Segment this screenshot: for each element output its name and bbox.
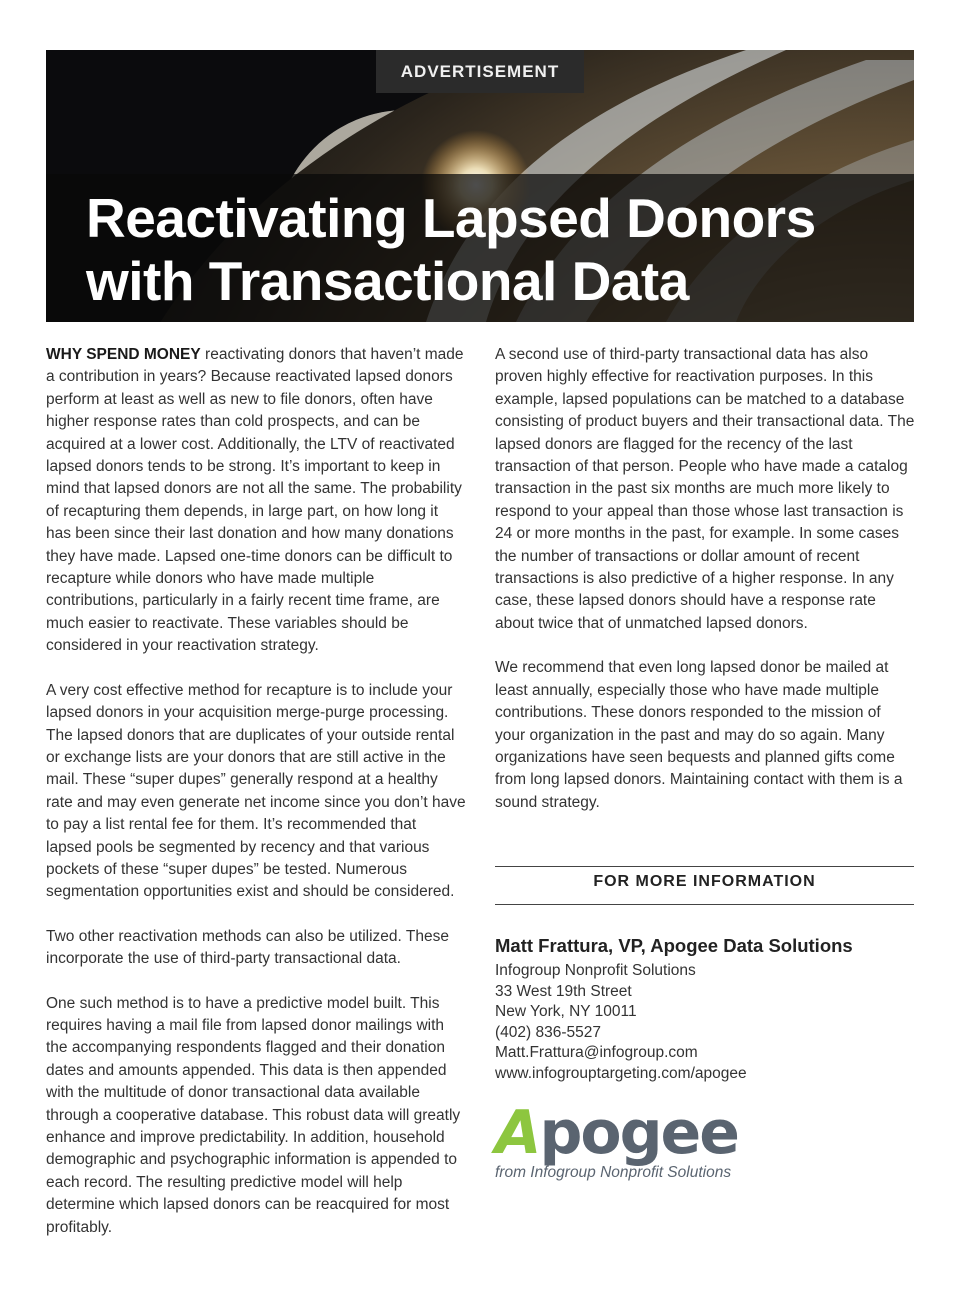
right-column <box>495 344 915 836</box>
contact-phone: (402) 836-5527 <box>495 1023 601 1041</box>
paragraph-6: We recommend that even long lapsed donor be mailed at least annually, especially those who have made multiple contributions. These donors responded to the mission of your organization in the past and may do so again. Many organizations have seen bequests and planned gifts come from long lapsed donors. Maintaining contact with them is a sound strategy. <box>495 659 903 811</box>
info-heading: FOR MORE INFORMATION <box>593 873 816 890</box>
contact-company: Infogroup Nonprofit Solutions <box>495 962 696 979</box>
contact-website[interactable]: www.infogrouptargeting.com/apogee <box>495 1064 747 1082</box>
contact-city: New York, NY 10011 <box>495 1003 637 1021</box>
logo-initial: A <box>495 1098 540 1168</box>
paragraph-4: One such method is to have a predictive model built. This requires having a mail file from lapsed donor mailings with the accompanying respondents flagged and their donation dates and amounts appended. This data is then appended with the multitude of donor transactional data available through a cooperative database. This robust data will greatly enhance and improve predictability. In addition, household demographic and psychographic information is appended to each record. The resulting predictive model will help determine which lapsed donors can be reacquired for most profitably. <box>46 994 461 1236</box>
apogee-logo <box>495 1098 738 1182</box>
logo-wordmark <box>495 1098 738 1168</box>
info-divider-top <box>495 866 914 867</box>
paragraph-1 <box>46 344 466 658</box>
paragraph-2: A very cost effective method for recapture is to include your lapsed donors in your acquisition merge-purge processing. The lapsed donors that are duplicates of your outside rental or exchange lists are your donors that are still active in the mail. These “super dupes” generally respond at a healthy rate and may even generate net income since you don’t have to pay a list rental fee for them. It’s recommended that lapsed pools be segmented by recency and that various pockets of these “super dupes” be tested. Numerous segmentation opportunities exist and should be considered. <box>46 681 466 901</box>
contact-block <box>495 935 915 1085</box>
lead-in: WHY SPEND MONEY <box>46 346 201 363</box>
info-divider-bottom <box>495 904 914 905</box>
contact-email[interactable]: Matt.Frattura@infogroup.com <box>495 1044 698 1062</box>
advertisement-label: ADVERTISEMENT <box>376 50 584 93</box>
logo-rest: pogee <box>539 1098 738 1168</box>
hero-banner <box>46 50 914 322</box>
left-column <box>46 344 466 1261</box>
title-line-2: with Transactional Data <box>86 250 689 312</box>
contact-street: 33 West 19th Street <box>495 982 632 1000</box>
contact-name: Matt Frattura, VP, Apogee Data Solutions <box>495 935 853 956</box>
paragraph-5: A second use of third-party transactional data has also proven highly effective for reactivation purposes. In this example, lapsed populations can be matched to a database consisting of product buyers and their transactional data. The lapsed donors are flagged for the recency of the last transaction of that person. People who have made a catalog transaction in the past six months are much more likely to respond to your appeal than those whose last transaction is 24 or more months in the past, for example. In some cases the number of transactions or dollar amount of recent transactions is also predictive of a higher response. In any case, these lapsed donors should have a response rate about twice that of unmatched lapsed donors. <box>495 346 915 632</box>
title-line-1: Reactivating Lapsed Donors <box>86 187 816 249</box>
paragraph-1-text: reactivating donors that haven’t made a contribution in years? Because reactivated lapsed donors perform at least as well as new to file donors, often have higher response rates than cold prospects, and can be acquired at a lower cost. Additionally, the LTV of reactivated lapsed donors tends to be strong. It’s important to keep in mind that lapsed donors are not all the same. The probability of recapturing them depends, in large part, on how long it has been since their last donation and how many donations they have made. Lapsed one-time donors can be difficult to recapture while donors who have made multiple contributions, particularly in a fairly recent time frame, are much easier to reactivate. These variables should be considered in your reactivation strategy. <box>46 346 464 655</box>
page-title <box>86 187 816 313</box>
paragraph-3: Two other reactivation methods can also be utilized. These incorporate the use of third-party transactional data. <box>46 927 449 968</box>
logo-tagline: from Infogroup Nonprofit Solutions <box>495 1164 732 1181</box>
